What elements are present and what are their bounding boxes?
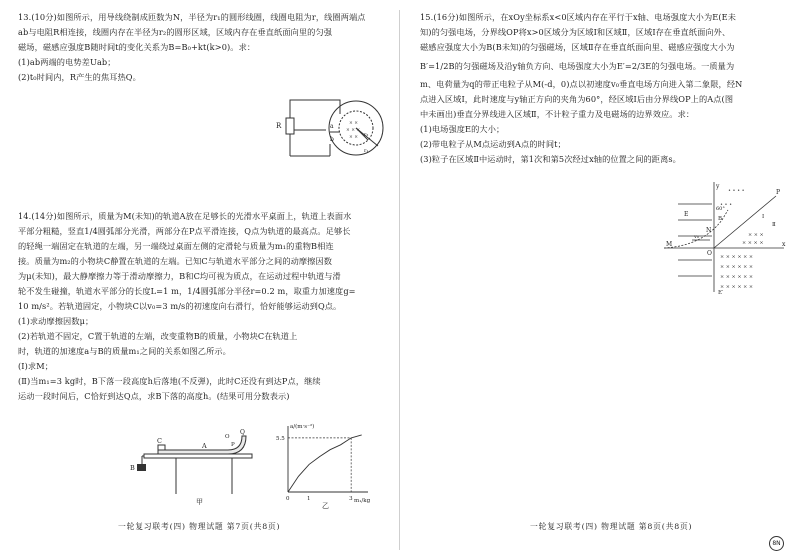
- q15-line-10: (3)粒子在区域Ⅱ中运动时，第1次和第5次经过x轴的位置之间的距离s。: [420, 154, 681, 164]
- q13-line-1: 13.(10分)如图所示，用导线绕制成匝数为N，半径为r₁的圆形线圈，线圈电阻为r，线圈两端点: [18, 12, 366, 22]
- svg-text:× × × × × ×: × × × × × ×: [720, 284, 754, 290]
- diag-label-O: O: [707, 250, 712, 257]
- diag-label-B: B: [718, 216, 723, 222]
- q15-line-1: 15.(16分)如图所示，在xOy坐标系x<0区域内存在平行于x轴、电场强度大小为E(E未: [420, 12, 736, 22]
- diag-label-60: 60°: [716, 206, 725, 212]
- q13-line-2: ab与电阻R相连接，线圈内存在半径为r₂的圆形区域，区域内存在垂直纸面向里的匀强: [18, 27, 333, 37]
- q15-line-2: 知)的匀强电场，分界线OP将x>0区域分为区域Ⅰ和区域Ⅱ，区域Ⅰ存在垂直纸面向外、: [420, 27, 731, 37]
- diag-label-E: E: [684, 211, 689, 218]
- q13-label-b: b: [330, 136, 334, 143]
- chart-x-tick-label: 0: [286, 496, 290, 502]
- q14-line-5: 为μ(未知)，最大静摩擦力等于滑动摩擦力，B和C均可视为质点，在运动过程中轨道与滑: [18, 271, 341, 281]
- diag-label-M: M: [666, 241, 673, 248]
- page-stamp: 8N: [769, 536, 784, 551]
- right-footer: 一轮复习联考(四) 物理试题 第8页(共8页): [530, 522, 693, 531]
- q15-line-8: (1)电场强度E的大小；: [420, 124, 505, 134]
- jia-label-O: O: [225, 434, 230, 440]
- right-page: [400, 0, 794, 558]
- jia-caption: 甲: [196, 498, 203, 506]
- diag-label-I: Ⅰ: [762, 214, 765, 220]
- jia-label-P: P: [231, 442, 235, 448]
- q14-line-4: 接。质量为m₂的小物块C静置在轨道的左端。已知C与轨道水平部分之间的动摩擦因数: [18, 256, 333, 266]
- chart-xlabel: m₁/kg: [354, 498, 371, 504]
- svg-text:× × × × × ×: × × × × × ×: [720, 254, 754, 260]
- diag-label-II: Ⅱ: [772, 222, 776, 228]
- q14-line-10: 时，轨道的加速度a与B的质量m₁之间的关系如图乙所示。: [18, 346, 231, 356]
- q15-line-9: (2)带电粒子从M点运动到A点的时间t；: [420, 139, 566, 149]
- q13-resistor: [286, 118, 294, 134]
- q14-line-8: (1)求动摩擦因数μ；: [18, 316, 94, 326]
- q14-line-12: (Ⅱ)当m₁=3 kg时，B下落一段高度h后落地(不反弹)，此时C还没有到达P点，继续: [18, 376, 321, 386]
- q14-line-9: (2)若轨道不固定，C置于轨道的左端，改变重物B的质量，小物块C在轨道上: [18, 331, 298, 341]
- block-C: [158, 445, 165, 450]
- q14-line-6: 轮不发生碰撞，轨道水平部分的长度L=1 m，1/4圆弧部分半径r=0.2 m，取重力加速度g=: [18, 286, 356, 296]
- diag-label-P: P: [776, 189, 781, 196]
- question-14: [18, 209, 393, 404]
- q15-line-7: 中未画出)垂直分界线进入区域Ⅱ，不计粒子重力及电磁场的边界效应。求：: [420, 109, 695, 119]
- diag-label-x: x: [782, 241, 786, 248]
- q14-line-11: (Ⅰ)求M；: [18, 361, 53, 371]
- q13-label-r2: r₂: [364, 132, 369, 138]
- q13-label-a: a: [330, 123, 334, 130]
- q14-line-7: 10 m/s²。若轨道固定，小物块C以v₀=3 m/s的初速度向右滑行，恰好能够运动到Q点。: [18, 301, 342, 311]
- diag-label-y: y: [716, 183, 720, 190]
- q13-label-R: R: [276, 122, 282, 130]
- svg-text:× ×: × ×: [349, 135, 358, 140]
- q13-line-5: (2)t₀时间内，R产生的焦耳热Q。: [18, 72, 141, 82]
- chart-x-tick-label: 3: [349, 496, 353, 502]
- svg-text:× × ×: × × ×: [748, 232, 764, 238]
- q14-figure-jia: [128, 424, 258, 506]
- chart-ylabel: a/(m·s⁻²): [290, 424, 315, 430]
- svg-text:• • •: • • •: [720, 202, 733, 208]
- chart-y-tick-label: 5.5: [276, 435, 285, 442]
- diag-label-N: N: [706, 227, 712, 234]
- svg-text:× ×: × ×: [349, 121, 358, 126]
- svg-text:• • • •: • • • •: [728, 188, 745, 194]
- jia-label-Q: Q: [240, 429, 245, 436]
- jia-label-C: C: [157, 437, 162, 445]
- svg-text:× × ×: × × ×: [346, 128, 361, 133]
- diag-label-v0: v₀: [694, 234, 699, 240]
- svg-text:× × × ×: × × × ×: [742, 240, 764, 246]
- table-top: [144, 454, 252, 458]
- block-B: [137, 464, 146, 471]
- q14-line-2: 平部分粗糙，竖直1/4圆弧部分光滑，两部分在P点平滑连接，Q点为轨道的最高点。足够长: [18, 226, 351, 236]
- chart-x-tick-label: 1: [307, 496, 311, 502]
- q15-line-4: B′=1/2B的匀强磁场及沿y轴负方向、电场强度大小为E′=2/3E的匀强电场。一质量为: [420, 61, 735, 71]
- q13-line-4: (1)ab两端的电势差Uab；: [18, 57, 116, 67]
- diag-label-Eprime: E′: [718, 290, 724, 296]
- q14-line-3: 的轻绳一端固定在轨道的左端，另一端绕过桌面左侧的定滑轮与质量为m₁的重物B相连: [18, 241, 334, 251]
- jia-label-A: A: [202, 442, 207, 450]
- left-footer: 一轮复习联考(四) 物理试题 第7页(共8页): [118, 522, 281, 531]
- q15-line-3: 磁感应强度大小为B(B未知)的匀强磁场，区域Ⅱ存在垂直纸面向里、磁感应强度大小为: [420, 42, 735, 52]
- q13-label-r1: r₁: [364, 148, 369, 154]
- q15-line-6: 点进入区域Ⅰ，此时速度与y轴正方向的夹角为60°，经区域Ⅰ后由分界线OP上的A点(图: [420, 94, 734, 104]
- q15-field-diagram: [662, 180, 790, 296]
- q13-circuit-figure: [268, 94, 388, 164]
- q13-line-3: 磁场，磁感应强度B随时间t的变化关系为B=B₀+kt(k>0)。求：: [18, 42, 256, 52]
- svg-text:× × × × × ×: × × × × × ×: [720, 264, 754, 270]
- svg-text:× × × × × ×: × × × × × ×: [720, 274, 754, 280]
- chart-caption: 乙: [322, 502, 329, 510]
- q15-line-5: m、电荷量为q的带正电粒子从M(-d，0)点以初速度v₀垂直电场方向进入第二象限，经N: [420, 79, 743, 89]
- question-15: [420, 10, 792, 167]
- chart-curve: [288, 435, 362, 492]
- jia-label-B: B: [130, 464, 135, 472]
- q14-line-13: 运动一段时间后，C恰好到达Q点，求B下落的高度h。(结果可用分数表示): [18, 391, 290, 401]
- q14-line-1: 14.(14分)如图所示，质量为M(未知)的轨道A放在足够长的光滑水平桌面上，轨道上表面水: [18, 211, 352, 221]
- question-13: [18, 10, 388, 85]
- q14-figure-yi-chart: [268, 420, 378, 510]
